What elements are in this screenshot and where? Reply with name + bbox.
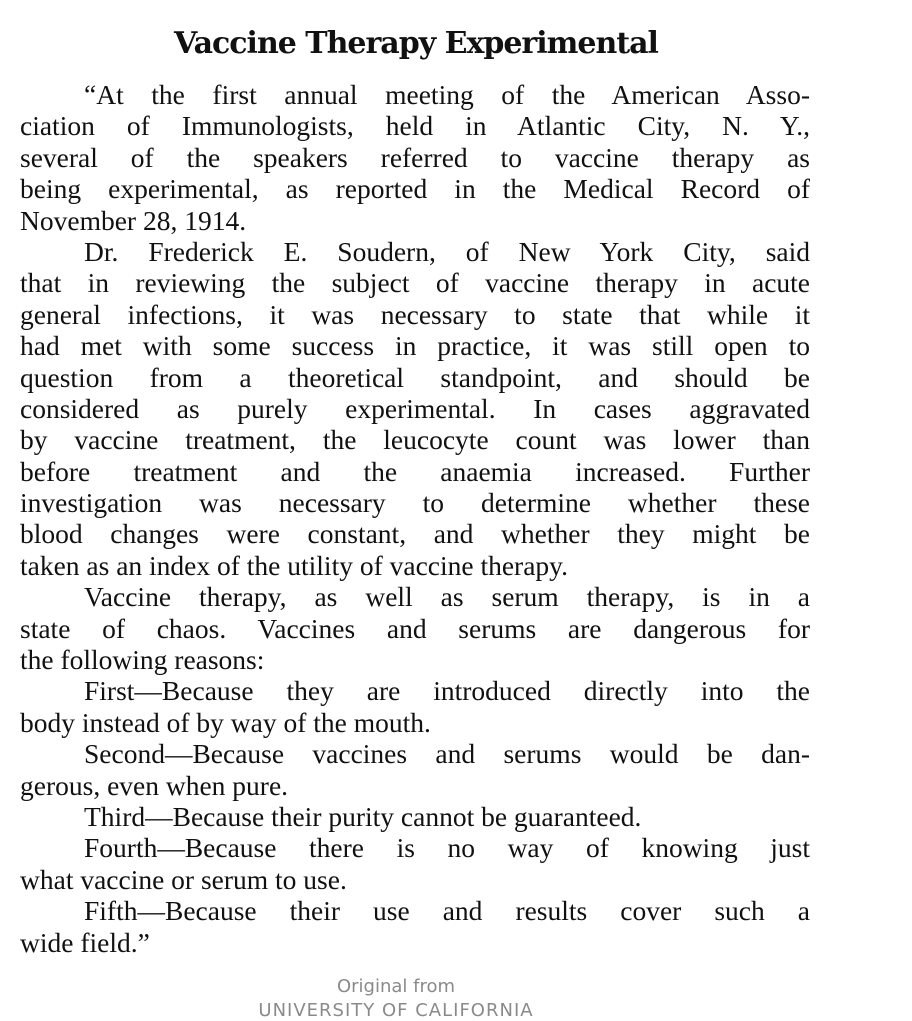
text-line: Second—Because vaccines and serums would be dan-	[84, 738, 810, 770]
text-line: several of the speakers referred to vaccine therapy as	[20, 141, 810, 173]
text-line: gerous, even when pure.	[20, 769, 289, 801]
text-line: taken as an index of the utility of vaccine therapy.	[20, 549, 569, 581]
text-line: that in reviewing the subject of vaccine therapy in acute	[20, 267, 810, 299]
text-line: November 28, 1914.	[20, 204, 247, 236]
text-line: Fourth—Because there is no way of knowing just	[84, 832, 810, 864]
source-name: UNIVERSITY OF CALIFORNIA	[258, 1000, 534, 1021]
text-line: state of chaos. Vaccines and serums are dangerous for	[20, 612, 810, 644]
text-line: question from a theoretical standpoint, and should be	[20, 361, 810, 393]
text-line: “At the first annual meeting of the American Asso-	[84, 79, 810, 110]
text-line: Vaccine therapy, as well as serum therapy, is in a	[84, 581, 810, 613]
text-line: ciation of Immunologists, held in Atlantic City, N. Y.,	[20, 110, 810, 142]
text-line: general infections, it was necessary to state that while it	[20, 298, 810, 330]
text-line: Fifth—Because their use and results cover such a	[84, 895, 810, 927]
text-line: blood changes were constant, and whether they might be	[20, 518, 810, 550]
text-line: being experimental, as reported in the Medical Record of	[20, 173, 810, 205]
text-line: had met with some success in practice, it was still open to	[20, 330, 810, 362]
text-line: the following reasons:	[20, 644, 265, 676]
article-title: Vaccine Therapy Experimental	[174, 26, 658, 61]
text-line: Dr. Frederick E. Soudern, of New York City, said	[84, 235, 810, 267]
text-line: investigation was necessary to determine whether these	[20, 487, 810, 519]
text-line: before treatment and the anaemia increased. Further	[20, 455, 810, 487]
source-label: Original from	[336, 976, 456, 997]
text-line: by vaccine treatment, the leucocyte count was lower than	[20, 424, 810, 456]
article-body	[20, 79, 810, 958]
text-line: First—Because they are introduced directly into the	[84, 675, 810, 707]
text-line: what vaccine or serum to use.	[20, 863, 347, 895]
text-line: wide field.”	[20, 926, 150, 958]
text-line: Third—Because their purity cannot be guaranteed.	[84, 800, 642, 832]
text-line: body instead of by way of the mouth.	[20, 706, 431, 738]
text-line: considered as purely experimental. In cases aggravated	[20, 392, 810, 424]
